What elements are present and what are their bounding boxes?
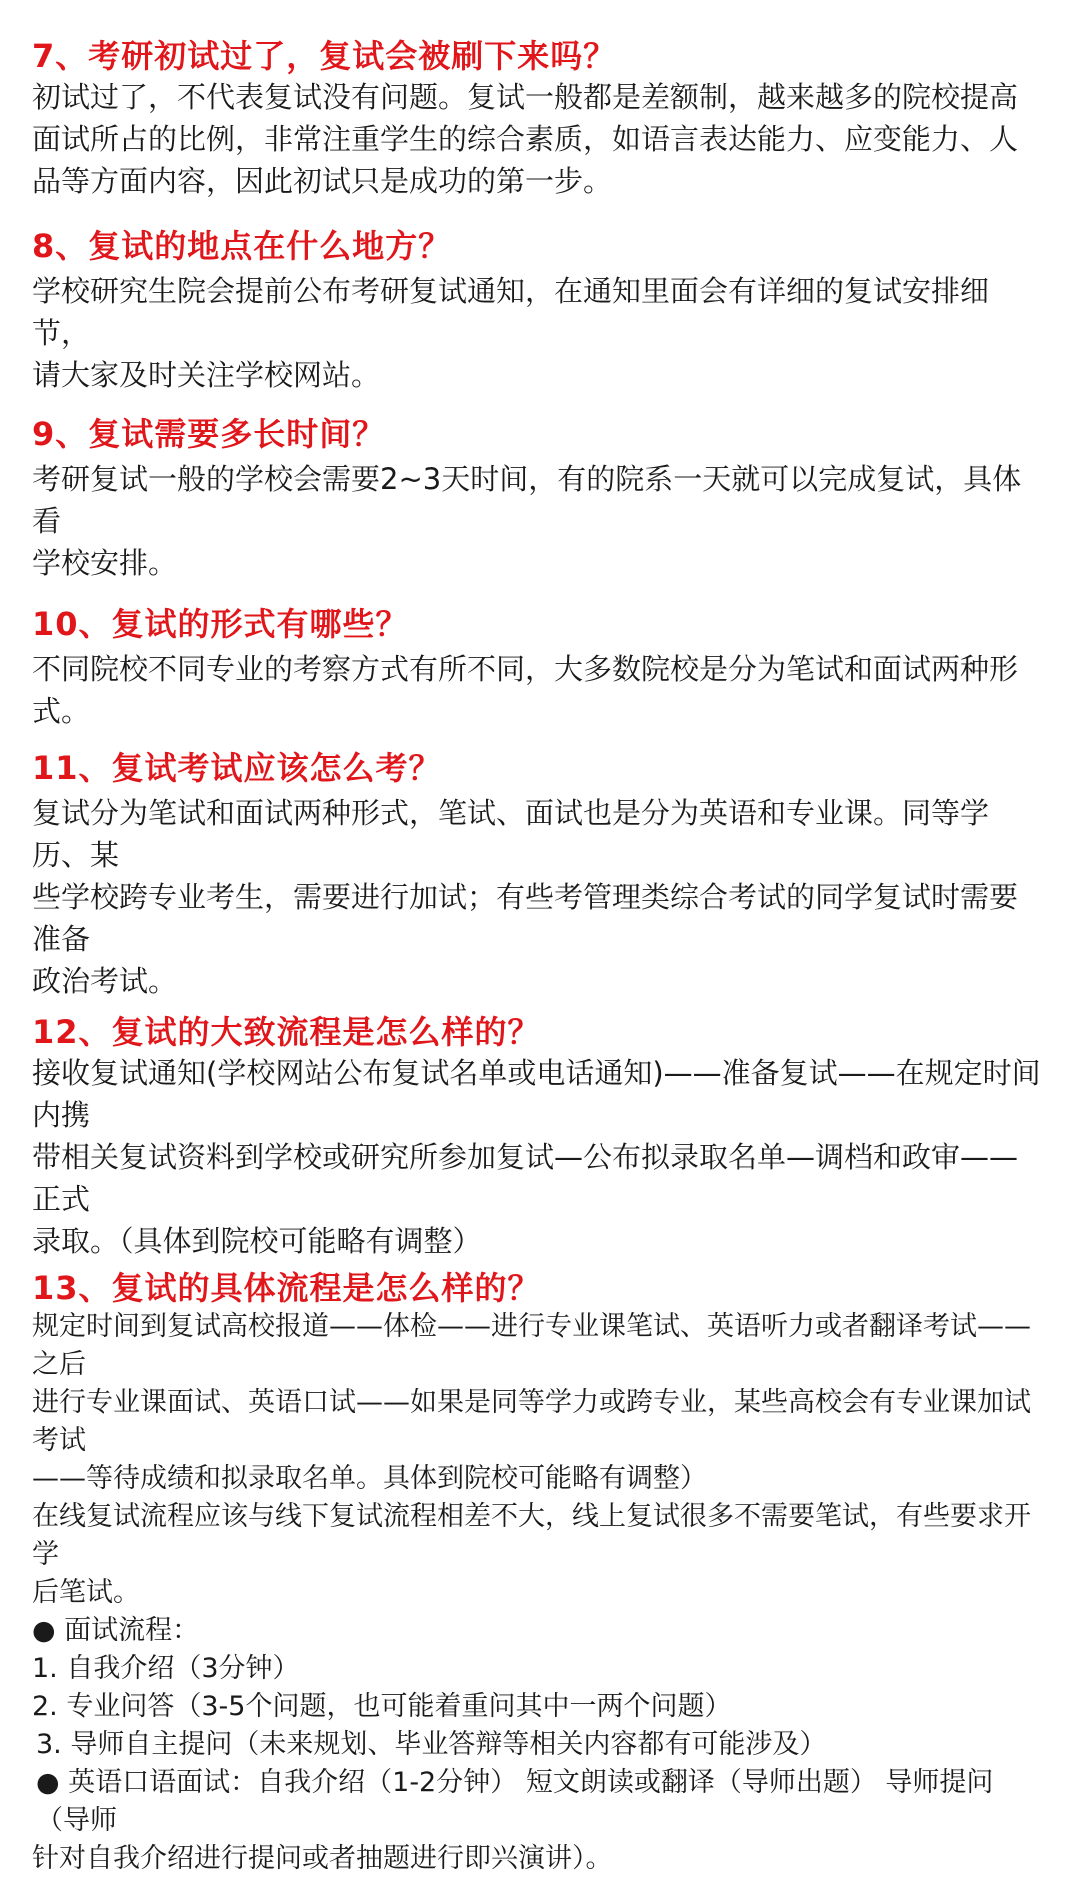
answer-line: 面试所占的比例，非常注重学生的综合素质，如语言表达能力、应变能力、人 <box>32 122 1019 156</box>
faq-question-10: 10、复试的形式有哪些？ <box>32 605 409 643</box>
faq-question-9: 9、复试需要多长时间？ <box>32 415 386 453</box>
answer-line: 品等方面内容，因此初试只是成功的第一步。 <box>32 164 613 198</box>
english-oral-interview: ● 英语口语面试：自我介绍（1-2分钟） 短文朗读或翻译（导师出题） 导师提问（导师 <box>36 1767 994 1836</box>
answer-line: 请大家及时关注学校网站。 <box>32 358 381 392</box>
answer-line: ——等待成绩和拟录取名单。具体到院校可能略有调整） <box>32 1463 707 1494</box>
faq-section-9 <box>32 414 1046 584</box>
faq-question-12: 12、复试的大致流程是怎么样的？ <box>32 1013 541 1051</box>
answer-line: 政治考试。 <box>32 964 178 998</box>
answer-line: 学校安排。 <box>32 546 178 580</box>
faq-answer-13 <box>32 1308 1046 1878</box>
interview-step-2: 2. 专业问答（3-5个问题，也可能着重问其中一两个问题） <box>32 1691 732 1722</box>
answer-line: 考研复试一般的学校会需要2~3天时间，有的院系一天就可以完成复试，具体看 <box>32 462 1022 538</box>
faq-answer-11 <box>32 792 1046 1002</box>
answer-line: 些学校跨专业考生，需要进行加试；有些考管理类综合考试的同学复试时需要准备 <box>32 880 1019 956</box>
answer-line: 在线复试流程应该与线下复试流程相差不大，线上复试很多不需要笔试，有些要求开学 <box>32 1501 1031 1570</box>
faq-answer-9 <box>32 458 1046 584</box>
faq-question-13: 13、复试的具体流程是怎么样的？ <box>32 1269 541 1307</box>
interview-step-3: 3. 导师自主提问（未来规划、毕业答辩等相关内容都有可能涉及） <box>36 1729 827 1760</box>
faq-question-8: 8、复试的地点在什么地方？ <box>32 227 452 265</box>
answer-line: 规定时间到复试高校报道——体检——进行专业课笔试、英语听力或者翻译考试——之后 <box>32 1311 1031 1380</box>
faq-section-13 <box>32 1268 1046 1878</box>
faq-answer-8 <box>32 270 1046 396</box>
faq-section-8 <box>32 226 1046 396</box>
answer-line: 学校研究生院会提前公布考研复试通知，在通知里面会有详细的复试安排细节， <box>32 274 990 350</box>
faq-section-7 <box>32 36 1046 202</box>
answer-line: 不同院校不同专业的考察方式有所不同，大多数院校是分为笔试和面试两种形式。 <box>32 652 1019 728</box>
answer-line: 后笔试。 <box>32 1577 140 1608</box>
faq-question-7: 7、考研初试过了，复试会被刷下来吗？ <box>32 37 617 75</box>
faq-answer-12 <box>32 1052 1046 1262</box>
interview-step-1: 1. 自我介绍（3分钟） <box>32 1653 300 1684</box>
faq-answer-10 <box>32 648 1046 732</box>
answer-line: 录取。（具体到院校可能略有调整） <box>32 1224 482 1258</box>
faq-section-11 <box>32 748 1046 1002</box>
answer-line: 进行专业课面试、英语口试——如果是同等学力或跨专业，某些高校会有专业课加试考试 <box>32 1387 1031 1456</box>
faq-section-10 <box>32 604 1046 732</box>
interview-process-heading: ● 面试流程： <box>32 1615 200 1646</box>
answer-line: 初试过了，不代表复试没有问题。复试一般都是差额制，越来越多的院校提高 <box>32 80 1019 114</box>
answer-line: 接收复试通知(学校网站公布复试名单或电话通知)——准备复试——在规定时间内携 <box>32 1056 1041 1132</box>
answer-line: 复试分为笔试和面试两种形式，笔试、面试也是分为英语和专业课。同等学历、某 <box>32 796 990 872</box>
answer-line: 带相关复试资料到学校或研究所参加复试—公布拟录取名单—调档和政审——正式 <box>32 1140 1019 1216</box>
faq-section-12 <box>32 1012 1046 1262</box>
faq-question-11: 11、复试考试应该怎么考？ <box>32 749 442 787</box>
faq-answer-7 <box>32 76 1046 202</box>
answer-line: 针对自我介绍进行提问或者抽题进行即兴演讲）。 <box>32 1843 613 1874</box>
